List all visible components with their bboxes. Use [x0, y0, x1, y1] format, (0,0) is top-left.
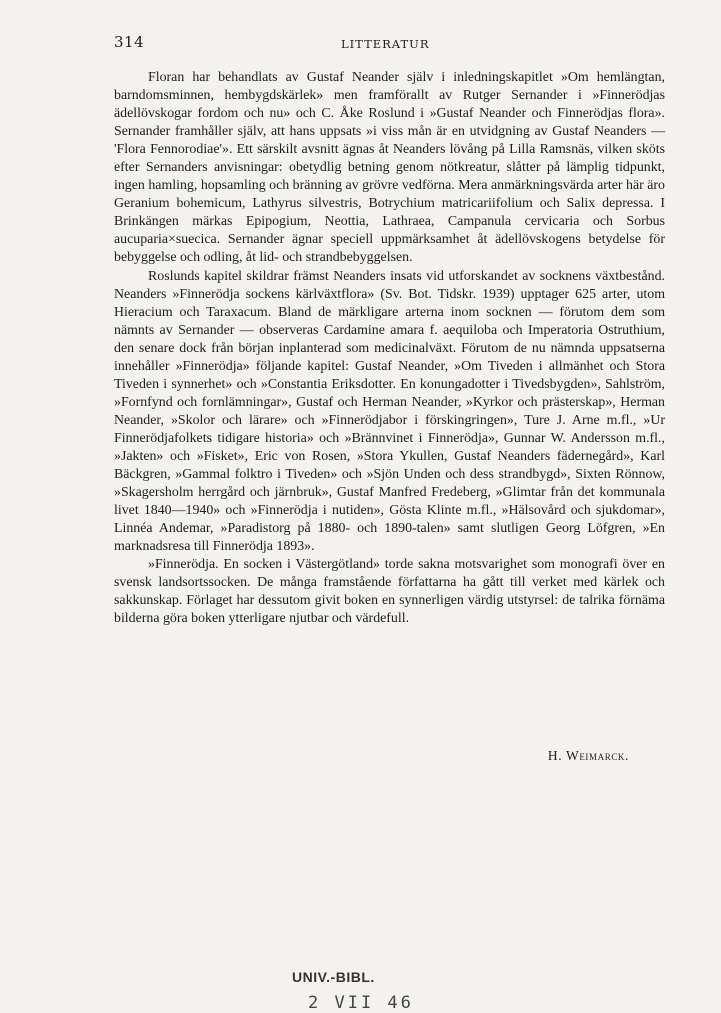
paragraph-conclusion: »Finnerödja. En socken i Västergötland» torde sakna motsvarighet som monografi över en svensk landsortssocken. De många framstående författarna ha gått till verket med kärlek och sakkunskap. Förlaget har dessutom givit boken en synnerligen värdig utstyrsel: de talrika förnäma bilderna göra boken ytterligare njutbar och värdefull.	[114, 557, 665, 627]
running-title: LITTERATUR	[341, 37, 430, 51]
library-stamp-date: 2 VII 46	[308, 993, 414, 1013]
paragraph-flora: Floran har behandlats av Gustaf Neander själv i inledningskapitlet »Om hemlängtan, barndomsminnen, hembygdskärlek» men framförallt av Rutger Sernander i »Finnerödjas ädellövskogar fordom och nu» och C. Åke Roslund i »Gustaf Neander och Finnerödjas flora». Sernander framhåller själv, att hans uppsats »i viss mån är en utvidgning av Gustaf Neanders — 'Flora Fennorodiae'». Ett särskilt avsnitt ägnas åt Neanders lövång på Lilla Ramsnäs, vilken sköts efter Sernanders anvisningar: obetydlig betning genom nötkreatur, slåtter på lämplig tidpunkt, ingen hamling, hopsamling och bränning av grövre vedförna. Mera anmärkningsvärda arter här äro Geranium bohemicum, Lathyrus silvestris, Botrychium matricariifolium och Salix depressa. I Brinkängen märkas Epipogium, Neottia, Lathraea, Campanula cervicaria och Sorbus aucuparia×suecica. Sernander ägnar speciell uppmärksamhet åt ädellövskogens betydelse för bebyggelse och odling, åt lid- och strandbebyggelsen.	[114, 70, 665, 266]
author-signature: H. Weimarck.	[547, 748, 629, 763]
article-body	[114, 69, 665, 628]
page-number: 314	[114, 33, 145, 51]
paragraph-roslund: Roslunds kapitel skildrar främst Neanders insats vid utforskandet av socknens växtbestånd. Neanders »Finnerödja sockens kärlväxtflora» (Sv. Bot. Tidskr. 1939) upptager 625 arter, utom Hieracium och Taraxacum. Bland de märkligare arterna inom socknen — förutom dem som nämnts av Sernander — observeras Cardamine amara f. aequiloba och Imperatoria Ostruthium, den senare dock från början inplanterad som medicinalväxt. Förutom de nu nämnda uppsatserna innehåller »Finnerödja» följande kapitel: Gustaf Neander, »Om Tiveden i allmänhet och Stora Tiveden i synnerhet» och »Constantia Eriksdotter. En konungadotter i Tivedsbygden», Sahlström, »Fornfynd och fornlämningar», Gustaf och Herman Neander, »Kyrkor och prästerskap», Herman Neander, »Skolor och lärare» och »Finnerödjabor i förskingringen», Ture J. Arne m.fl., »Ur Finnerödjafolkets tidigare historia» och »Brännvinet i Finnerödja», Gunnar W. Andersson m.fl., »Jakten» och »Fisket», Eric von Rosen, »Stora Ykullen, Gustaf Neanders fädernegård», Karl Bäckgren, »Gammal folktro i Tiveden» och »Sjön Unden och dess strandbygd», Sixten Rönnow, »Skagersholm herrgård och järnbruk», Gustaf Manfred Fredeberg, »Glimtar från det kommunala livet 1840—1940» och »Finnerödja i nutiden», Gösta Klinte m.fl., »Hälsovård och sjukdomar», Linnéa Andemar, »Paradistorg på 1880- och 1890-talen» samt slutligen Georg Löfgren, »En marknadsresa till Finnerödja 1893».	[114, 268, 665, 555]
library-stamp: UNIV.-BIBL.	[292, 969, 375, 985]
